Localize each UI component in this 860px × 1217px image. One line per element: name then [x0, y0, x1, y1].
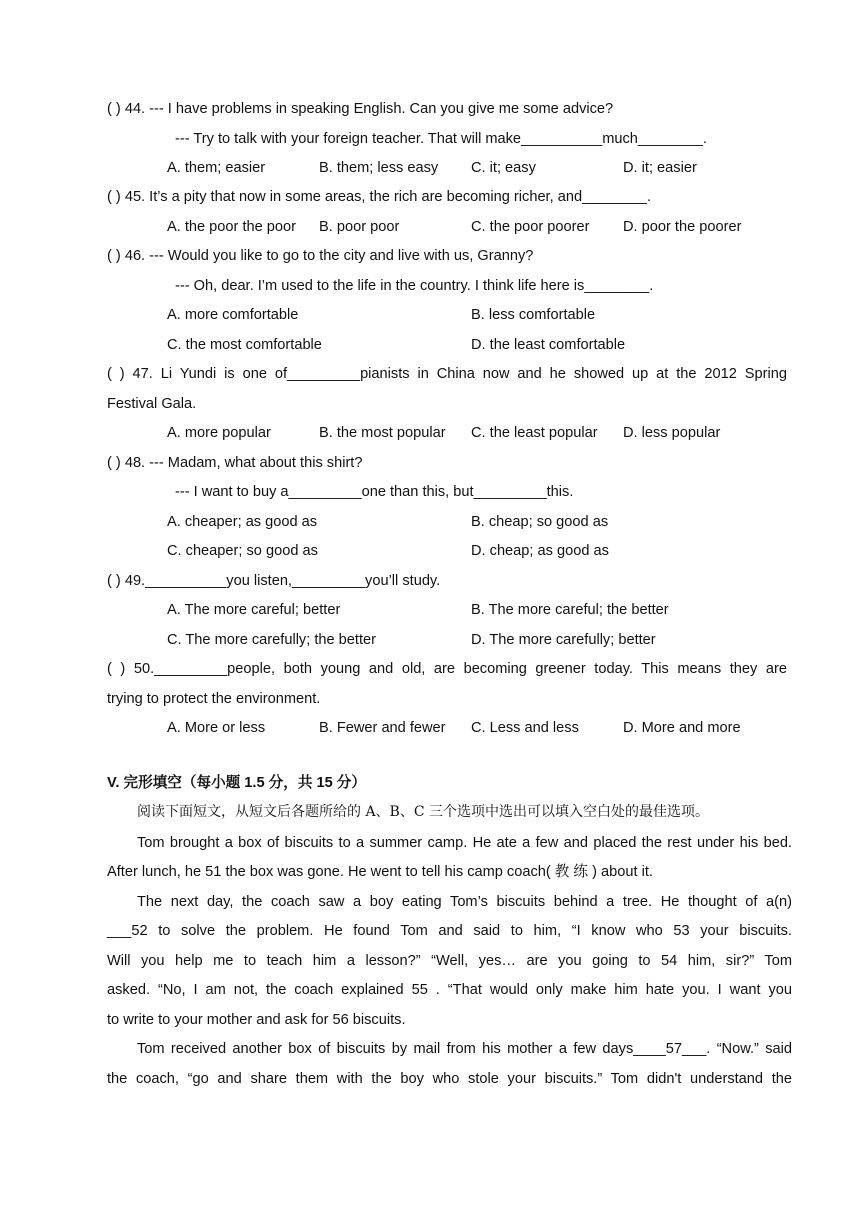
- option-d: D. cheap; as good as: [471, 543, 609, 559]
- option-b: B. Fewer and fewer: [319, 720, 446, 736]
- option-b: B. them; less easy: [319, 160, 439, 176]
- passage-line: to write to your mother and ask for 56 biscuits.: [107, 1012, 406, 1028]
- question-46-options-row1: [167, 304, 807, 326]
- question-47-options: [167, 422, 807, 444]
- question-46-dialog: --- Oh, dear. I’m used to the life in the country. I think life here is________.: [175, 278, 654, 294]
- option-d: D. less popular: [623, 425, 721, 441]
- option-d: D. poor the poorer: [623, 219, 742, 235]
- passage-line: After lunch, he 51 the box was gone. He went to tell his camp coach( 教 练 ) about it.: [107, 864, 653, 880]
- option-b: B. poor poor: [319, 219, 400, 235]
- question-48-options-row2: [167, 540, 807, 562]
- option-a: A. cheaper; as good as: [167, 514, 318, 530]
- question-44-options: [167, 157, 807, 179]
- section-title: V. 完形填空（每小题 1.5 分，共 15 分）: [107, 775, 366, 791]
- question-50: ( ) 50._________people, both young and old, are becoming greener today. This means they are: [107, 661, 787, 677]
- passage-line: Will you help me to teach him a lesson?” “Well, yes… are you going to 54 him, sir?” Tom: [107, 953, 792, 969]
- option-a: A. the poor the poor: [167, 219, 296, 235]
- question-46-options-row2: [167, 334, 807, 356]
- option-c: C. Less and less: [471, 720, 579, 736]
- question-48-dialog: --- I want to buy a_________one than this, but_________this.: [175, 484, 574, 500]
- option-d: D. The more carefully; better: [471, 632, 656, 648]
- option-c: C. cheaper; so good as: [167, 543, 318, 559]
- question-50-options: [167, 717, 807, 739]
- passage-line: asked. “No, I am not, the coach explained 55 . “That would only make him hate you. I want you: [107, 982, 792, 998]
- question-49: ( ) 49.__________you listen,_________you’ll study.: [107, 573, 441, 589]
- option-c: C. The more carefully; the better: [167, 632, 377, 648]
- passage-line: ___52 to solve the problem. He found Tom and said to him, “I know who 53 your biscuits.: [107, 923, 792, 939]
- passage-line: Tom brought a box of biscuits to a summer camp. He ate a few and placed the rest under his bed.: [137, 835, 792, 851]
- question-44-dialog: --- Try to talk with your foreign teacher. That will make__________much________.: [175, 131, 707, 147]
- question-49-options-row2: [167, 629, 807, 651]
- passage-line: The next day, the coach saw a boy eating Tom’s biscuits behind a tree. He thought of a(n): [137, 894, 792, 910]
- question-48-options-row1: [167, 511, 807, 533]
- option-b: B. cheap; so good as: [471, 514, 609, 530]
- question-44: ( ) 44. --- I have problems in speaking English. Can you give me some advice?: [107, 101, 614, 117]
- passage-line: the coach, “go and share them with the boy who stole your biscuits.” Tom didn't understand the: [107, 1071, 792, 1087]
- section-instruction: 阅读下面短文，从短文后各题所给的 A、B、C 三个选项中选出可以填入空白处的最佳选项。: [137, 804, 710, 820]
- option-d: D. More and more: [623, 720, 741, 736]
- question-47: ( ) 47. Li Yundi is one of_________pianists in China now and he showed up at the 2012 Spring: [107, 366, 787, 382]
- option-c: C. the most comfortable: [167, 337, 322, 353]
- option-b: B. less comfortable: [471, 307, 596, 323]
- question-49-options-row1: [167, 599, 807, 621]
- option-a: A. The more careful; better: [167, 602, 341, 618]
- option-a: A. More or less: [167, 720, 266, 736]
- option-d: D. the least comfortable: [471, 337, 626, 353]
- option-c: C. it; easy: [471, 160, 536, 176]
- option-c: C. the poor poorer: [471, 219, 590, 235]
- question-47-cont: Festival Gala.: [107, 396, 197, 412]
- option-c: C. the least popular: [471, 425, 598, 441]
- option-b: B. the most popular: [319, 425, 446, 441]
- question-46: ( ) 46. --- Would you like to go to the city and live with us, Granny?: [107, 248, 534, 264]
- option-d: D. it; easier: [623, 160, 697, 176]
- option-a: A. them; easier: [167, 160, 266, 176]
- question-50-cont: trying to protect the environment.: [107, 691, 321, 707]
- passage-line: Tom received another box of biscuits by mail from his mother a few days____57___. “Now.” said: [137, 1041, 792, 1057]
- question-45-options: [167, 216, 807, 238]
- question-45: ( ) 45. It’s a pity that now in some areas, the rich are becoming richer, and________.: [107, 189, 652, 205]
- option-a: A. more comfortable: [167, 307, 299, 323]
- question-48: ( ) 48. --- Madam, what about this shirt?: [107, 455, 363, 471]
- option-a: A. more popular: [167, 425, 271, 441]
- option-b: B. The more careful; the better: [471, 602, 669, 618]
